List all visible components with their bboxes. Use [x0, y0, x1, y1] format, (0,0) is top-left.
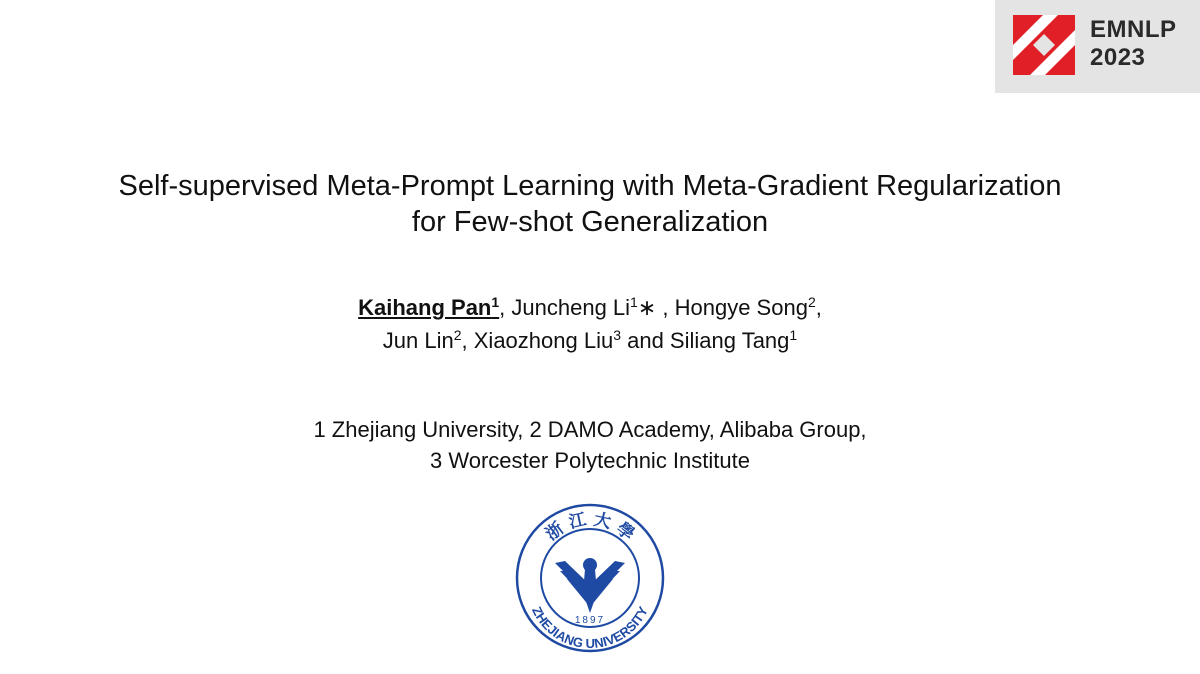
- affiliation-mark: 1: [491, 294, 500, 310]
- affiliation-mark: 3: [613, 327, 621, 343]
- paper-title: [0, 168, 1180, 240]
- author-name: Kaihang Pan: [358, 295, 492, 320]
- affiliation-mark: 2: [807, 294, 816, 310]
- seal-top-text: 浙 江 大 學: [542, 509, 638, 545]
- affiliation-mark: 2: [453, 327, 462, 343]
- conference-year: 2023: [1090, 44, 1146, 71]
- presenting-author: [358, 295, 499, 320]
- author-line-1: [0, 291, 1180, 324]
- author-name: , Hongye Song: [656, 295, 808, 320]
- conference-name: EMNLP: [1090, 16, 1177, 43]
- zhejiang-university-seal-icon: [515, 503, 665, 653]
- author-name: Jun Lin: [382, 328, 454, 353]
- title-line-2: for Few-shot Generalization: [411, 206, 769, 238]
- author-name: and Siliang Tang: [621, 328, 790, 353]
- author-name: , Juncheng Li: [499, 295, 631, 320]
- corresponding-mark: ∗: [637, 295, 657, 320]
- conference-badge: [995, 0, 1200, 93]
- emnlp-logo-icon: [1013, 15, 1075, 75]
- affiliations: [0, 414, 1180, 476]
- conference-label: [1090, 16, 1177, 72]
- author-list: [0, 291, 1180, 357]
- title-line-1: Self-supervised Meta-Prompt Learning with Meta-Gradient Regularization: [118, 170, 1062, 202]
- author-line-2: [0, 324, 1180, 357]
- separator: ,: [815, 295, 822, 320]
- seal-year: 1897: [574, 615, 606, 626]
- affiliation-line-2: 3 Worcester Polytechnic Institute: [430, 448, 750, 473]
- affiliation-mark: 1: [630, 294, 638, 310]
- affiliation-line-1: 1 Zhejiang University, 2 DAMO Academy, Alibaba Group,: [313, 417, 867, 442]
- seal-bottom-text: ZHEJIANG UNIVERSITY: [529, 604, 651, 652]
- author-name: , Xiaozhong Liu: [461, 328, 614, 353]
- affiliation-mark: 1: [789, 327, 798, 343]
